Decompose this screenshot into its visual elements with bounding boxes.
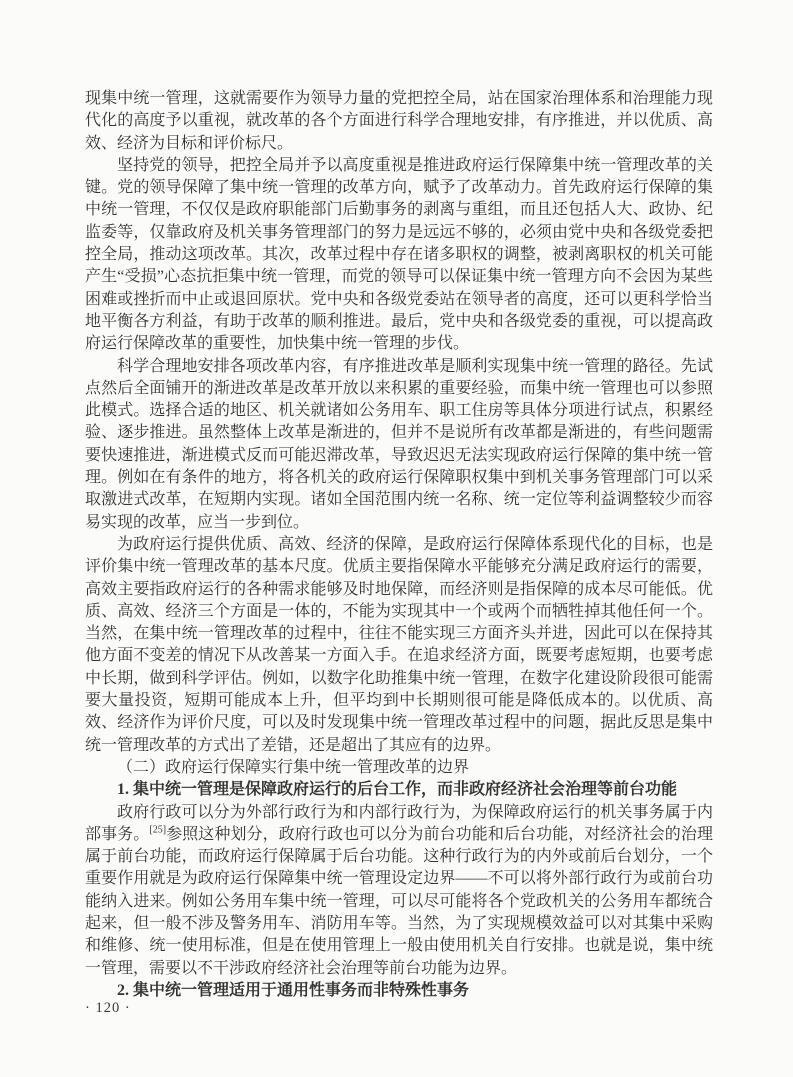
sub-heading-1: 1. 集中统一管理是保障政府运行的后台工作，而非政府经济社会治理等前台功能 [117, 781, 678, 799]
paragraph-front-back-office [85, 802, 713, 980]
sub-heading-2: 2. 集中统一管理适用于通用性事务而非特殊性事务 [117, 981, 470, 999]
paragraph-party-leadership: 坚持党的领导，把控全局并予以高度重视是推进政府运行保障集中统一管理改革的关键。党的领导保障了集中统一管理的改革方向，赋予了改革动力。首先政府运行保障的集中统一管理，不仅仅是政府职能部门后勤事务的剥离与重组，而且还包括人大、政协、纪监委等，仅靠政府及机关事务管理部门的努力是远远不够的，必须由党中央和各级党委把控全局，推动这项改革。其次，改革过程中存在诸多职权的调整，被剥离职权的机关可能产生“受损”心态抗拒集中统一管理，而党的领导可以保证集中统一管理方向不会因为某些困难或挫折而中止或退回原状。党中央和各级党委站在领导者的高度，还可以更科学恰当地平衡各方利益，有助于改革的顺利推进。最后，党中央和各级党委的重视，可以提高政府运行保障改革的重要性，加快集中统一管理的步伐。 [85, 156, 713, 353]
section-heading-2: （二）政府运行保障实行集中统一管理改革的边界 [117, 758, 470, 776]
paragraph-front-back-office-after: 参照这种划分，政府行政也可以分为前台功能和后台功能，对经济社会的治理属于前台功能，而政府运行保障属于后台功能。这种行政行为的内外或前后台划分，一个重要作用就是为政府运行保障集中统一管理设定边界——不可以将外部行政行为或前台功能纳入进来。例如公务用车集中统一管理，可以尽可能将各个党政机关的公务用车都统合起来，但一般不涉及警务用车、消防用车等。当然，为了实现规模效益可以对其集中采购和维修、统一使用标准，但是在使用管理上一般由使用机关自行安排。也就是说，集中统一管理，需要以不干涉政府经济社会治理等前台功能为边界。 [85, 825, 713, 977]
text-column [85, 88, 713, 1002]
paragraph-continuation: 现集中统一管理，这就需要作为领导力量的党把控全局，站在国家治理体系和治理能力现代化的高度予以重视，就改革的各个方面进行科学合理地安排，有序推进，并以优质、高效、经济为目标和评价标尺。 [85, 90, 713, 152]
page-number: · 120 · [85, 1000, 131, 1016]
footnote-ref-25: [25] [149, 824, 167, 836]
paragraph-gradual-reform: 科学合理地安排各项改革内容，有序推进改革是顺利实现集中统一管理的路径。先试点然后全面铺开的渐进改革是改革开放以来积累的重要经验，而集中统一管理也可以参照此模式。选择合适的地区、机关就诸如公务用车、职工住房等具体分项进行试点，积累经验、逐步推进。虽然整体上改革是渐进的，但并不是说所有改革都是渐进的，有些问题需要快速推进，渐进模式反而可能迟滞改革，导致迟迟无法实现政府运行保障的集中统一管理。例如在有条件的地方，将各机关的政府运行保障职权集中到机关事务管理部门可以采取激进式改革，在短期内实现。诸如全国范围内统一名称、统一定位等利益调整较少而容易实现的改革，应当一步到位。 [85, 357, 713, 531]
paragraph-quality-efficiency-economy: 为政府运行提供优质、高效、经济的保障，是政府运行保障体系现代化的目标，也是评价集中统一管理改革的基本尺度。优质主要指保障水平能够充分满足政府运行的需要，高效主要指政府运行的各种需求能够及时地保障，而经济则是指保障的成本尽可能低。优质、高效、经济三个方面是一体的，不能为实现其中一个或两个而牺牲掉其他任何一个。当然，在集中统一管理改革的过程中，往往不能实现三方面齐头并进，因此可以在保持其他方面不变差的情况下从改善某一方面入手。在追求经济方面，既要考虑短期，也要考虑中长期，做到科学评估。例如，以数字化助推集中统一管理，在数字化建设阶段很可能需要大量投资，短期可能成本上升，但平均到中长期则很可能是降低成本的。以优质、高效、经济作为评价尺度，可以及时发现集中统一管理改革过程中的问题，据此反思是集中统一管理改革的方式出了差错，还是超出了其应有的边界。 [85, 535, 713, 754]
paragraph-front-back-office-before: 政府行政可以分为外部行政行为和内部行政行为，为保障政府运行的机关事务属于内部事务。 [85, 803, 713, 843]
